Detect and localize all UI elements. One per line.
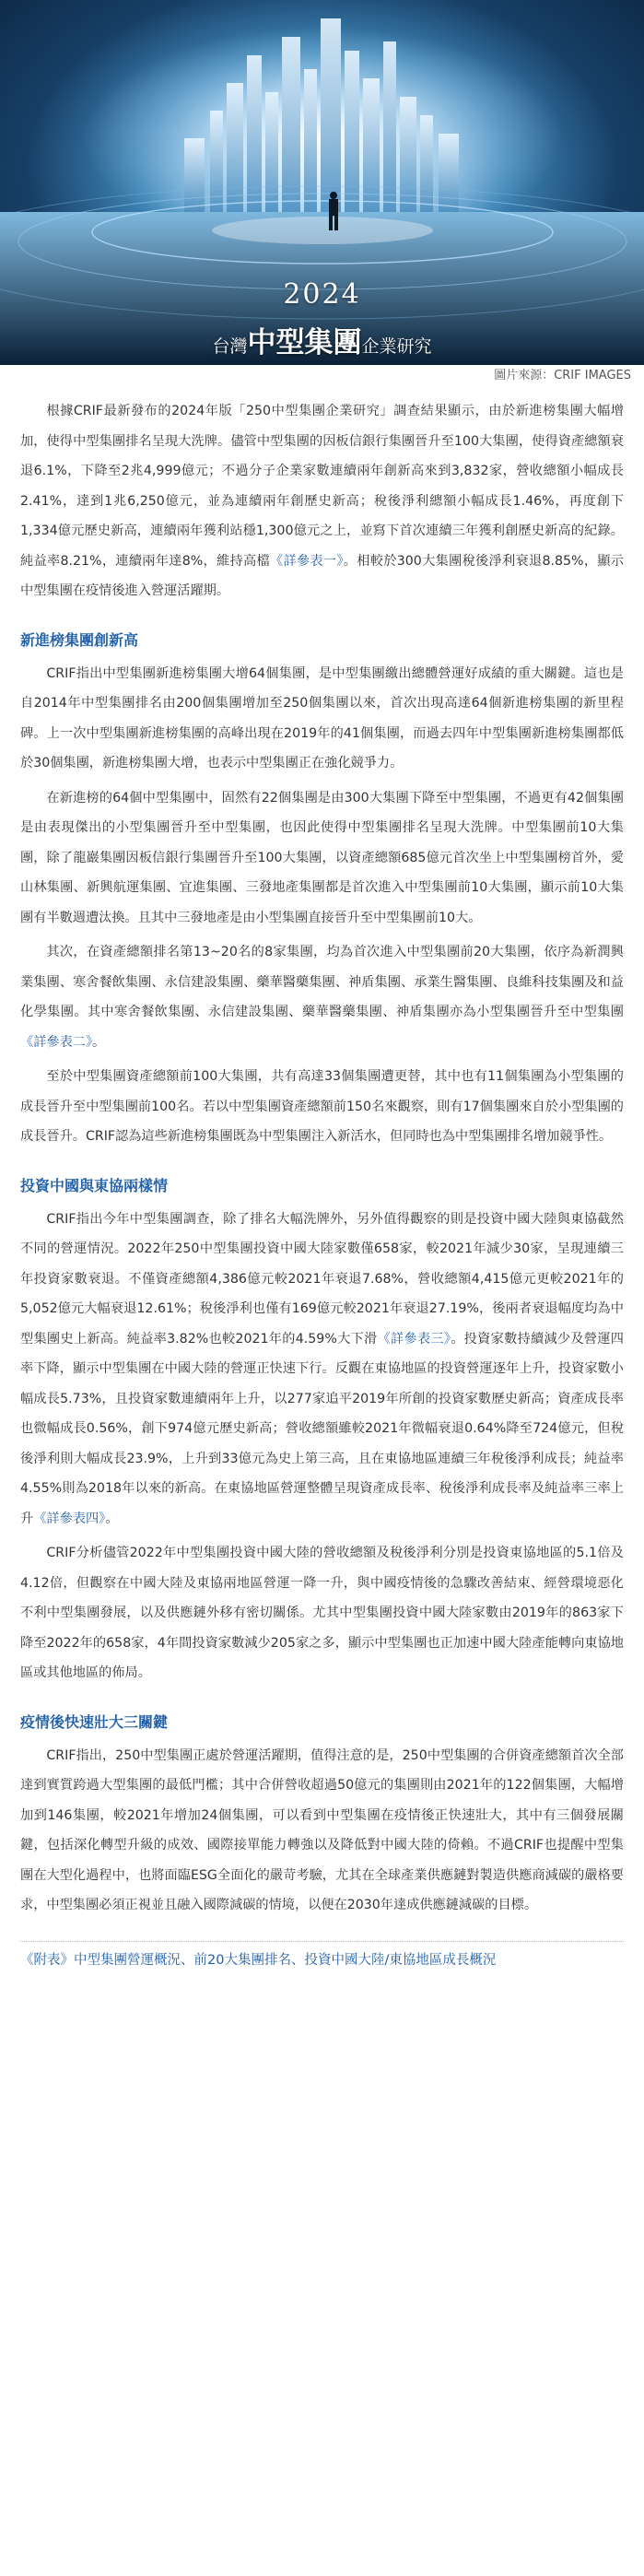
section1-paragraph-2: 在新進榜的64個中型集團中，固然有22個集團是由300大集團下降至中型集團，不過更有42個集團是由表現傑出的小型集團晉升至中型集團，也因此使得中型集團排名呈現大洗牌。中型集團前10大集團，除了龍巖集團因板信銀行集團晉升至100大集團，以資產總額685億元首次坐上中型集團榜首外，愛山林集團、新興航運集團、宜進集團、三發地產集團都是首次進入中型集團前10大集團，顯示前10大集團有半數週遭汰換。且其中三發地產是由小型集團直接晉升至中型集團前10大。 [20,790,624,925]
section2-p1-text-a: CRIF指出今年中型集團調查，除了排名大幅洗牌外，另外值得觀察的則是投資中國大陸與東協截然不同的營運情況。2022年250中型集團投資中國大陸家數僅658家，較2021年減少30家，呈現連續三年投資家數衰退。不僅資產總額4,386億元較2021年衰退7.68%，營收總額4,415億元更較2021年的5,052億元大幅衰退12.61%；稅後淨利也僅有169億元較2021年衰退27.19%，後兩者衰退幅度均為中型集團史上新高。純益率3.82%也較2021年的4.59%大下滑 [20,1211,624,1347]
article-body [0,389,644,1971]
table4-link[interactable]: 《詳參表四》 [33,1511,106,1526]
hero-title-suffix: 企業研究 [361,336,432,357]
hero-banner [0,0,644,365]
section2-paragraph-2: CRIF分析儘管2022年中型集團投資中國大陸的營收總額及稅後淨利分別是投資東協地區的5.1倍及4.12倍，但觀察在中國大陸及東協兩地區營運一降一升，與中國疫情後的急驟改善結束、經營環境惡化不利中型集團發展，以及供應鏈外移有密切關係。尤其中型集團投資中國大陸家數由2019年的863家下降至2022年的658家，4年間投資家數減少205家之多，顯示中型集團也正加速中國大陸產能轉向東協地區或其他地區的佈局。 [20,1546,624,1680]
hero-title-prefix: 台灣 [212,336,248,357]
hero-title [0,319,644,360]
intro-text-end: 。相較於300大集團稅後淨利衰退8.85%，顯示中型集團在疫情後進入營運活躍期。 [20,553,624,598]
section1-p3-end: 。 [92,1034,106,1050]
section2-p1-text-c: 。 [105,1511,119,1526]
section-heading-china-asean: 投資中國與東協兩樣情 [20,1176,169,1194]
section3-paragraph-1: CRIF指出，250中型集團正處於營運活躍期，值得注意的是，250中型集團的合併資產總額首次全部達到實質跨過大型集團的最低門檻；其中合併營收超過50億元的集團則由2021年的122個集團，大幅增加到146集團，較2021年增加24個集團，可以看到中型集團在疫情後正快速壯大，其中有三個發展關鍵，包括深化轉型升級的成效、國際接單能力轉強以及降低對中國大陸的倚賴。不過CRIF也提醒中型集團在大型化過程中，也將面臨ESG全面化的嚴苛考驗，尤其在全球產業供應鏈對製造供應商減碳的嚴格要求，中型集團必須正視並且融入國際減碳的情境，以便在2030年達成供應鏈減碳的目標。 [20,1747,624,1912]
section2-paragraph-1 [20,1205,624,1535]
appendix-link[interactable]: 《附表》中型集團營運概況、前20大集團排名、投資中國大陸/東協地區成長概況 [20,1941,624,1971]
table3-link[interactable]: 《詳參表三》 [377,1331,451,1347]
section1-p3-text: 其次，在資產總額排名第13~20名的8家集團，均為首次進入中型集團前20大集團，依序為新潤興業集團、寒舍餐飲集團、永信建設集團、藥華醫藥集團、神盾集團、承業生醫集團、良維科技集團及和益化學集團。其中寒舍餐飲集團、永信建設集團、藥華醫藥集團、神盾集團亦為小型集團晉升至中型集團 [20,945,624,1019]
section1-paragraph-4: 至於中型集團資產總額前100大集團，共有高達33個集團遭更替，其中也有11個集團為小型集團的成長晉升至中型集團前100名。若以中型集團資產總額前150名來觀察，則有17個集團來自於小型集團的成長晉升。CRIF認為這些新進榜集團既為中型集團注入新活水，但同時也為中型集團排名增加競爭性。 [20,1069,624,1144]
section-heading-new-entrants: 新進榜集團創新高 [20,630,139,649]
table1-link[interactable]: 《詳參表一》 [269,553,344,569]
table2-link[interactable]: 《詳參表二》 [20,1034,93,1050]
section1-paragraph-3 [20,937,624,1057]
section2-p1-text-b: 。投資家數持續減少及營運四率下降，顯示中型集團在中國大陸的營運正快速下行。反觀在東協地區的投資營運逐年上升，投資家數小幅成長5.73%，且投資家數連續兩年上升，以277家追平2019年所創的投資家數歷史新高；資產成長率也微幅成長0.56%，創下974億元歷史新高；營收總額雖較2021年微幅衰退0.64%降至724億元，但稅後淨利則大幅成長23.9%，上升到33億元為史上第三高，且在東協地區連續三年稅後淨利成長；純益率4.55%則為2018年以來的新高。在東協地區營運整體呈現資產成長率、稅後淨利成長率及純益率三率上升 [20,1331,624,1526]
intro-paragraph [20,396,624,606]
hero-title-main: 中型集團 [247,326,362,359]
hero-year: 2024 [283,278,361,311]
section1-paragraph-1: CRIF指出中型集團新進榜集團大增64個集團，是中型集團繳出總體營運好成績的重大關鍵。這也是自2014年中型集團排名由200個集團增加至250個集團以來，首次出現高達64個新進榜集團的新里程碑。上一次中型集團新進榜集團的高峰出現在2019年的41個集團，而過去四年中型集團新進榜集團都低於30個集團，新進榜集團大增，也表示中型集團正在強化競爭力。 [20,665,624,770]
image-credit: 圖片來源：CRIF IMAGES [494,369,631,382]
intro-text: 根據CRIF最新發布的2024年版「250中型集團企業研究」調查結果顯示，由於新進榜集團大幅增加，使得中型集團排名呈現大洗牌。儘管中型集團的因板信銀行集團晉升至100大集團，使得資產總額衰退6.1%，下降至2兆4,999億元；不過分子企業家數連續兩年創新高來到3,832家，營收總額小幅成長2.41%，達到1兆6,250億元，並為連續兩年創歷史新高；稅後淨利總額小幅成長1.46%，再度創下1,334億元歷史新高，連續兩年獲利站穩1,300億元之上，並寫下首次連續三年獲利創歷史新高的紀錄。純益率8.21%，連續兩年達8%，維持高檔 [20,404,624,569]
section-heading-growth-keys: 疫情後快速壯大三關鍵 [20,1712,169,1731]
